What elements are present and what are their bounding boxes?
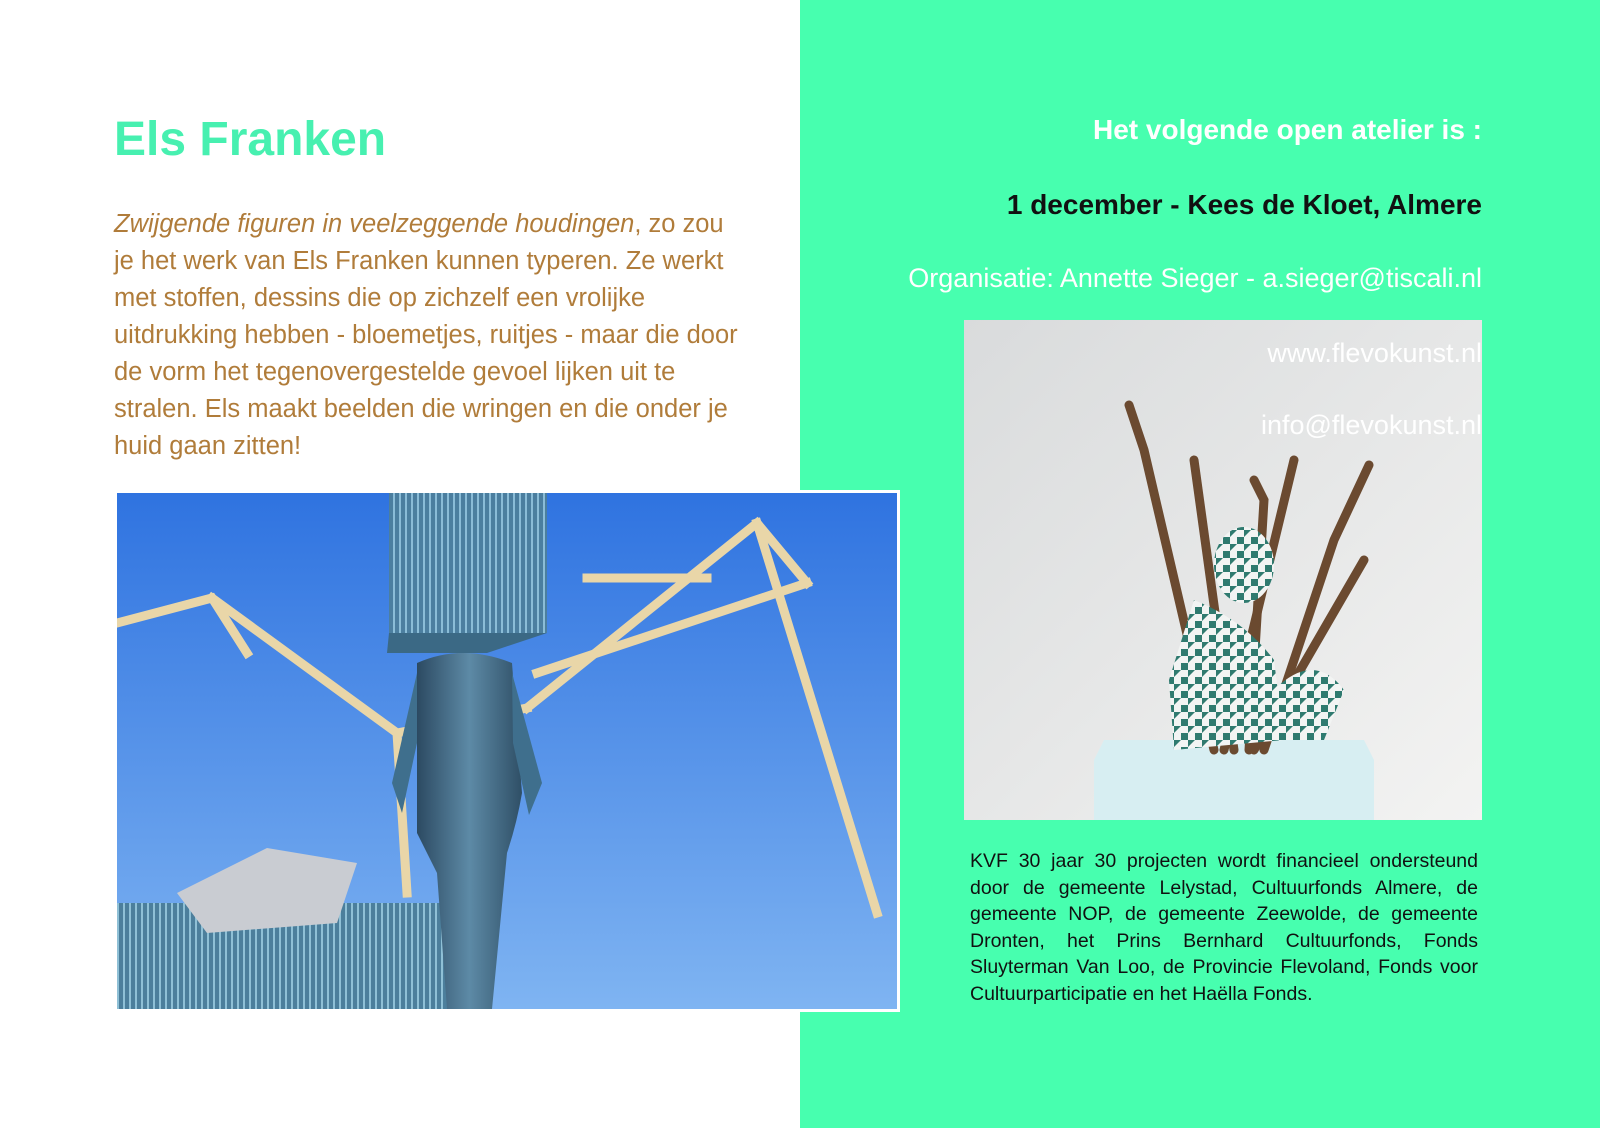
- artist-name: Els Franken: [114, 113, 387, 166]
- sculpture-photo-indoor: [964, 320, 1482, 820]
- intro-text: [114, 206, 744, 465]
- sculpture-photo-outdoor: [114, 490, 900, 1012]
- intro-italic: Zwijgende figuren in veelzeggende houdingen: [114, 210, 635, 238]
- next-atelier-event: 1 december - Kees de Kloet, Almere: [1006, 189, 1482, 220]
- website-link[interactable]: www.flevokunst.nl: [1267, 338, 1482, 368]
- email-link[interactable]: info@flevokunst.nl: [1260, 410, 1482, 440]
- organisation-contact: Organisatie: Annette Sieger - a.sieger@tiscali.nl: [908, 263, 1482, 293]
- sculpture-photo-outdoor-drawing: [117, 493, 897, 1009]
- sculpture-photo-indoor-drawing: [964, 320, 1482, 820]
- next-atelier-label: Het volgende open atelier is :: [1093, 114, 1482, 145]
- funding-text: KVF 30 jaar 30 projecten wordt financieel ondersteund door de gemeente Lelystad, Cultuurfonds Almere, de gemeente NOP, de gemeente Zeewolde, de gemeente Dronten, het Prins Bernhard Cultuurfonds, Fonds Sluyterman Van Loo, de Provincie Flevoland, Fonds voor Cultuurparticipatie en het Haëlla Fonds.: [970, 850, 1478, 1005]
- intro-rest: , zo zou je het werk van Els Franken kunnen typeren. Ze werkt met stoffen, dessins die op zichzelf een vrolijke uitdrukking hebben - bloemetjes, ruitjes - maar die door de vorm het tegenovergestelde gevoel lijken uit te stralen. Els maakt beelden die wringen en die onder je huid gaan zitten!: [114, 210, 738, 460]
